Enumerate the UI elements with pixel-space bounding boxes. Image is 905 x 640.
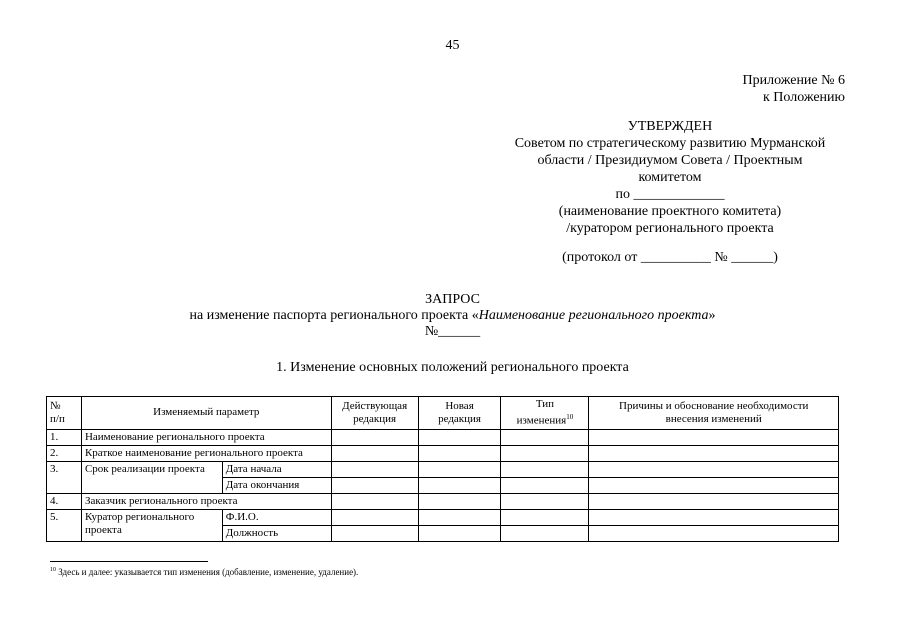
cell-reason[interactable]: [589, 525, 839, 541]
row-parameter: Заказчик регионального проекта: [81, 493, 331, 509]
header-parameter: Изменяемый параметр: [81, 397, 331, 430]
appendix-reference: [743, 72, 846, 106]
row-subparameter: Ф.И.О.: [222, 509, 331, 525]
request-number: №______: [424, 324, 481, 339]
header-new-edition: Новая редакция: [418, 397, 501, 430]
table-row: [47, 429, 839, 445]
cell-reason[interactable]: [589, 509, 839, 525]
approval-line-2: области / Президиумом Совета / Проектным: [537, 153, 803, 168]
cell-type[interactable]: [501, 461, 589, 477]
page-number: 45: [445, 38, 460, 53]
table-header-row: [47, 397, 839, 430]
request-subtitle-prefix: на изменение паспорта регионального проекта «: [189, 308, 479, 323]
cell-current[interactable]: [331, 445, 418, 461]
row-subparameter: Дата начала: [222, 461, 331, 477]
cell-current[interactable]: [331, 429, 418, 445]
row-number: 3.: [47, 461, 82, 493]
request-title: ЗАПРОС: [425, 292, 480, 307]
row-number: 1.: [47, 429, 82, 445]
cell-new[interactable]: [418, 445, 501, 461]
cell-current[interactable]: [331, 477, 418, 493]
header-reason: Причины и обоснование необходимости внесения изменений: [589, 397, 839, 430]
table-row: [47, 509, 839, 525]
cell-new[interactable]: [418, 493, 501, 509]
approval-block: [470, 118, 870, 266]
cell-reason[interactable]: [589, 477, 839, 493]
row-parameter: Наименование регионального проекта: [81, 429, 331, 445]
cell-type[interactable]: [501, 445, 589, 461]
footnote-mark: 10: [50, 567, 56, 573]
cell-new[interactable]: [418, 429, 501, 445]
cell-reason[interactable]: [589, 461, 839, 477]
header-current-edition: Действующая редакция: [331, 397, 418, 430]
cell-new[interactable]: [418, 461, 501, 477]
cell-new[interactable]: [418, 525, 501, 541]
change-table: [46, 396, 839, 542]
request-project-name: Наименование регионального проекта: [478, 308, 709, 323]
cell-new[interactable]: [418, 509, 501, 525]
row-subparameter: Дата окончания: [222, 477, 331, 493]
approval-line-3: комитетом: [638, 170, 702, 185]
cell-new[interactable]: [418, 477, 501, 493]
approval-line-4: по _____________: [615, 187, 725, 202]
cell-current[interactable]: [331, 493, 418, 509]
section-heading: 1. Изменение основных положений регионального проекта: [276, 360, 629, 375]
table-row: [47, 445, 839, 461]
row-parameter: Срок реализации проекта: [81, 461, 222, 493]
approval-title: УТВЕРЖДЕН: [627, 119, 713, 134]
row-number: 2.: [47, 445, 82, 461]
cell-current[interactable]: [331, 525, 418, 541]
row-parameter: Краткое наименование регионального проекта: [81, 445, 331, 461]
header-number: № п/п: [47, 397, 82, 430]
cell-current[interactable]: [331, 461, 418, 477]
cell-current[interactable]: [331, 509, 418, 525]
row-subparameter: Должность: [222, 525, 331, 541]
cell-reason[interactable]: [589, 493, 839, 509]
approval-protocol: (протокол от __________ № ______): [562, 250, 778, 265]
appendix-line-2: к Положению: [762, 90, 845, 105]
footnote-text: Здесь и далее: указывается тип изменения (добавление, изменение, удаление).: [56, 567, 359, 577]
approval-line-1: Советом по стратегическому развитию Мурманской: [514, 136, 826, 151]
cell-type[interactable]: [501, 493, 589, 509]
footnote-ref: 10: [566, 413, 574, 421]
cell-reason[interactable]: [589, 445, 839, 461]
row-parameter: Куратор регионального проекта: [81, 509, 222, 541]
cell-type[interactable]: [501, 525, 589, 541]
request-header: [0, 292, 905, 340]
request-subtitle: [0, 308, 905, 324]
table-row: [47, 461, 839, 477]
cell-reason[interactable]: [589, 429, 839, 445]
cell-type[interactable]: [501, 509, 589, 525]
row-number: 5.: [47, 509, 82, 541]
appendix-line-1: Приложение № 6: [742, 73, 845, 88]
row-number: 4.: [47, 493, 82, 509]
header-change-type: Тип изменения$^{10}$: [501, 397, 589, 430]
footnote-divider: [50, 561, 208, 562]
approval-line-5: (наименование проектного комитета): [558, 204, 782, 219]
footnote: [50, 567, 358, 577]
table-row: [47, 493, 839, 509]
approval-line-6: /куратором регионального проекта: [566, 221, 774, 236]
cell-type[interactable]: [501, 477, 589, 493]
cell-type[interactable]: [501, 429, 589, 445]
request-subtitle-suffix: »: [708, 308, 716, 323]
